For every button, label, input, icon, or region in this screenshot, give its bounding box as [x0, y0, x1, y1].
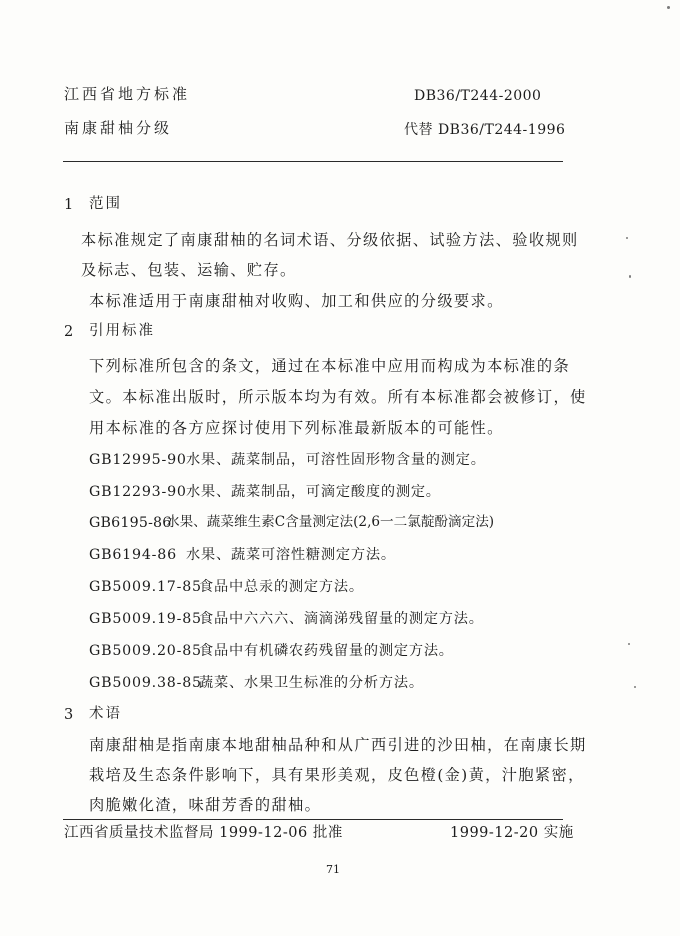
header-rule [63, 161, 563, 162]
standard-description: 食品中有机磷农药残留量的测定方法。 [199, 643, 454, 659]
section-1-paragraph-2: 本标准适用于南康甜柚对收购、加工和供应的分级要求。 [89, 292, 504, 310]
footer-effective-date: 1999-12-20 实施 [450, 825, 574, 841]
standard-code: GB6195-86 [89, 515, 172, 531]
standard-description: 水果、蔬菜维生素C含量测定法(2,6一二氯靛酚滴定法) [166, 514, 495, 530]
section-2-paragraph-line-2: 文。本标准出版时，所示版本均为有效。所有本标准都会被修订，使 [89, 388, 587, 406]
scan-speck [626, 237, 628, 239]
footer-rule [63, 819, 563, 820]
standard-code: GB12293-90 [89, 484, 187, 500]
standard-description: 水果、蔬菜制品，可滴定酸度的测定。 [186, 484, 441, 500]
standard-description: 食品中六六六、滴滴涕残留量的测定方法。 [199, 611, 484, 627]
header-replaces: 代替 DB36/T244-1996 [404, 122, 566, 138]
header-standard-code: DB36/T244-2000 [414, 88, 542, 104]
standard-description: 蔬菜、水果卫生标准的分析方法。 [199, 675, 424, 691]
standard-code: GB5009.38-85 [89, 675, 202, 691]
standard-code: GB6194-86 [89, 547, 177, 563]
header-org: 江西省地方标准 [64, 85, 191, 103]
standard-code: GB5009.20-85 [89, 643, 202, 659]
section-1-paragraph-line-1: 本标准规定了南康甜柚的名词术语、分级依据、试验方法、验收规则 [81, 231, 579, 249]
header-title: 南康甜柚分级 [64, 119, 173, 137]
section-1-paragraph-line-2: 及标志、包装、运输、贮存。 [81, 261, 297, 279]
section-2-paragraph-line-3: 用本标准的各方应探讨使用下列标准最新版本的可能性。 [89, 419, 504, 437]
page-number: 71 [326, 863, 340, 876]
section-3-number: 3 [64, 707, 74, 723]
section-3-paragraph-line-3: 肉脆嫩化渣，味甜芳香的甜柚。 [89, 796, 322, 814]
standard-code: GB12995-90 [89, 452, 187, 468]
standard-description: 水果、蔬菜制品，可溶性固形物含量的测定。 [186, 452, 486, 468]
section-2-title: 引用标准 [89, 323, 155, 339]
scan-speck [667, 6, 670, 9]
scan-speck [629, 275, 631, 278]
standard-code: GB5009.17-85 [89, 579, 202, 595]
standard-code: GB5009.19-85 [89, 611, 202, 627]
standard-description: 食品中总汞的测定方法。 [199, 579, 364, 595]
section-1-title: 范围 [89, 196, 122, 212]
section-3-paragraph-line-1: 南康甜柚是指南康本地甜柚品种和从广西引进的沙田柚，在南康长期 [89, 736, 587, 754]
scan-speck [634, 686, 636, 688]
scan-speck [628, 643, 630, 645]
section-3-title: 术语 [89, 706, 122, 722]
section-1-number: 1 [64, 197, 74, 213]
section-2-paragraph-line-1: 下列标准所包含的条文，通过在本标准中应用而构成为本标准的条 [89, 357, 571, 375]
footer-issuer: 江西省质量技术监督局 1999-12-06 批准 [64, 825, 343, 841]
section-2-number: 2 [64, 324, 74, 340]
standard-description: 水果、蔬菜可溶性糖测定方法。 [186, 547, 396, 563]
section-3-paragraph-line-2: 栽培及生态条件影响下，具有果形美观，皮色橙(金)黄，汁胞紧密， [89, 766, 585, 784]
